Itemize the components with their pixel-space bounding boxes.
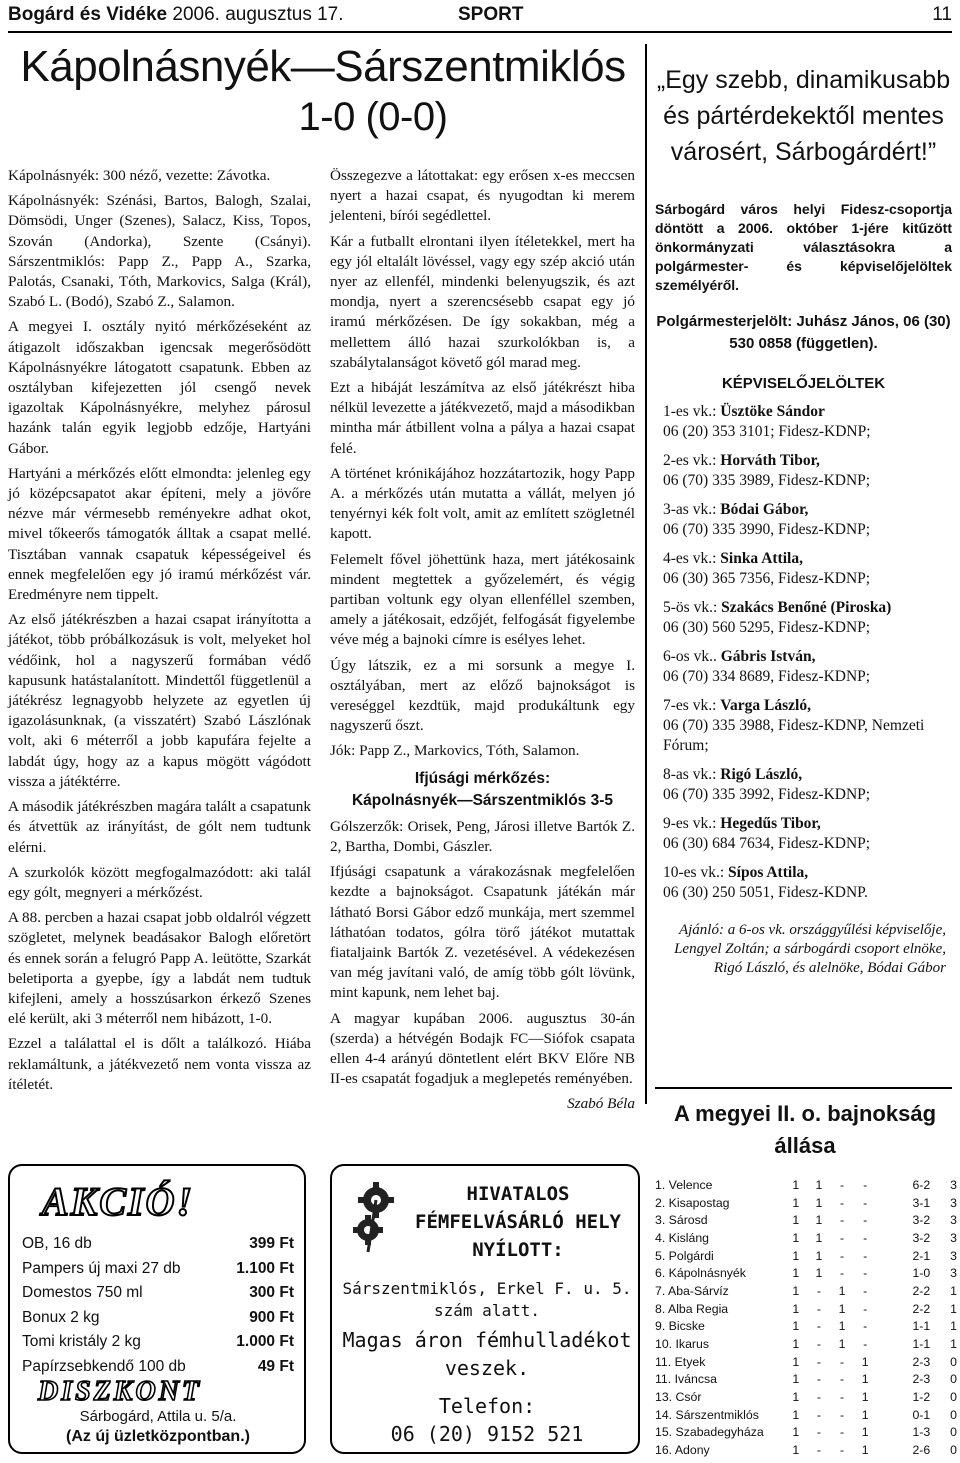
article-paragraph: Ifjúsági csapatunk a várakozásnak megfelelően kezdte a bajnokságot. Csapatunk játékán már látható Borsi Gábor edző munkája, mert szemmel láthatóan todatos, gólra törő játékot mutattak fiataljaink Bartók Z. vezetésével. A védekezésen van még javítani való, de amíg több gólt lövünk, mint kapunk, nem lehet baj. — [330, 863, 635, 1002]
league-cell: 1-3 — [912, 1425, 931, 1440]
candidate-info: 06 (70) 335 3990, Fidesz-KDNP; — [663, 521, 871, 538]
league-cell: 8. Alba Regia — [655, 1301, 729, 1316]
league-cell: 6. Kápolnásnyék — [655, 1266, 746, 1281]
league-cell: 1 — [838, 1301, 846, 1316]
league-cell: - — [816, 1337, 821, 1352]
league-cell: - — [863, 1195, 868, 1210]
candidate-info: 06 (30) 365 7356, Fidesz-KDNP; — [663, 570, 871, 587]
league-row — [655, 1406, 957, 1424]
candidate-info: 06 (30) 250 5051, Fidesz-KDNP. — [663, 884, 868, 901]
candidate-entry — [655, 402, 952, 442]
league-cell: 3 — [950, 1213, 958, 1228]
league-cell: - — [839, 1425, 845, 1440]
item-price: 900 Ft — [249, 1308, 294, 1326]
candidate-entry — [655, 598, 952, 638]
league-row — [655, 1247, 957, 1265]
league-row — [655, 1211, 957, 1229]
article-headline — [8, 44, 638, 138]
league-row — [655, 1300, 957, 1318]
candidate-name: Szakács Benőné (Piroska) — [721, 599, 892, 616]
page-header — [8, 2, 952, 28]
league-cell: 3-2 — [912, 1213, 931, 1228]
candidate-entry — [655, 500, 952, 540]
league-cell: - — [863, 1283, 868, 1298]
league-cell: 1 — [792, 1213, 800, 1228]
candidate-name: Sinka Attila, — [720, 550, 803, 567]
article-column-1 — [8, 166, 311, 1100]
candidate-district: 2-es vk.: — [663, 452, 717, 469]
league-cell: 0 — [950, 1390, 958, 1405]
candidate-info: 06 (70) 335 3989, Fidesz-KDNP; — [663, 472, 871, 489]
league-cell: 1 — [792, 1390, 800, 1405]
candidate-entry — [655, 814, 952, 854]
candidate-district: 7-es vk.: — [663, 697, 717, 714]
header-rule — [8, 31, 952, 33]
league-cell: 1 — [861, 1390, 869, 1405]
article-paragraph: A megyei I. osztály nyitó mérkőzéseként az átigazolt időszakban igencsak megerősödött Kápolnásnyékre látogatott csapatunk. Ebben az osztályban kifejezetten jól csengő nevek igazoltak Kápolnásnyékre, melyhez párosul hazánk talán egyik legjobb edzője, Hartyáni Gábor. — [8, 318, 311, 457]
phone-number: 06 (20) 9152 521 — [390, 1422, 584, 1446]
league-cell: 1 — [792, 1372, 800, 1387]
league-row — [655, 1176, 957, 1194]
league-cell: 1 — [861, 1407, 869, 1422]
league-cell: 1 — [815, 1266, 823, 1281]
league-cell: 3 — [950, 1195, 958, 1210]
price-item — [22, 1257, 294, 1282]
gear-icon — [346, 1178, 404, 1258]
league-cell: 7. Aba-Sárvíz — [655, 1283, 729, 1298]
league-cell: 0-1 — [912, 1407, 931, 1422]
league-cell: 2-1 — [912, 1248, 931, 1263]
league-cell: 1 — [815, 1230, 823, 1245]
league-cell: 1 — [950, 1319, 958, 1334]
article-author: Szabó Béla — [567, 1095, 635, 1113]
league-cell: 3 — [950, 1248, 958, 1263]
league-cell: 14. Sárszentmiklós — [655, 1407, 759, 1422]
league-cell: 2-3 — [912, 1372, 931, 1387]
article-paragraph: Az első játékrészben a hazai csapat irányította a játékot, több próbálkozásuk is volt, melyeket hol védőink, hol a nagyszerű formában védő kapusunk hatástalanított. Mindettől függetlenül a játékrész legnagyobb helyzete az egyetlen új igazolásunknak, (a visszatért) Szabó Lászlónak volt, aki 6 méterről a jobb kapufára fejelte a labdát úgy, hogy az a kapus mögött vágódott vissza a játéktérre. — [8, 611, 311, 790]
league-cell: 1 — [792, 1177, 800, 1192]
article-paragraph: Ezzel a találattal el is dőlt a találkozó. Hiába reklamáltunk, a játékvezető nem vonta vissza az ítéletét. — [8, 1035, 311, 1093]
candidate-district: 3-as vk.: — [663, 501, 717, 518]
league-cell: 5. Polgárdi — [655, 1248, 714, 1263]
league-cell: 4. Kisláng — [655, 1230, 710, 1245]
league-row — [655, 1371, 957, 1389]
mayor-candidate: Polgármesterjelölt: Juhász János, 06 (30) 530 0858 (független). — [656, 313, 951, 352]
league-cell: 15. Szabadegyháza — [655, 1425, 764, 1440]
league-cell: - — [863, 1248, 868, 1263]
league-row — [655, 1441, 957, 1459]
league-cell: 0 — [950, 1372, 958, 1387]
league-cell: 3-2 — [912, 1230, 931, 1245]
league-cell: 1 — [792, 1301, 800, 1316]
league-cell: 1 — [815, 1177, 823, 1192]
candidate-info: 06 (70) 335 3992, Fidesz-KDNP; — [663, 786, 871, 803]
candidate-entry — [655, 696, 952, 756]
league-cell: 0 — [950, 1443, 958, 1458]
candidate-district: 9-es vk.: — [663, 815, 717, 832]
league-cell: - — [839, 1390, 845, 1405]
price-item — [22, 1330, 294, 1355]
league-cell: 13. Csór — [655, 1390, 702, 1405]
candidate-info: 06 (70) 334 8689, Fidesz-KDNP; — [663, 668, 871, 685]
article-paragraph: Ezt a hibáját leszámítva az első játékrészt hiba nélkül levezette a játékvezető, majd a másodikban mintha már átbillent volna a pálya a hazai csapat felé. — [330, 379, 635, 457]
league-cell: - — [839, 1266, 845, 1281]
league-cell: - — [816, 1390, 821, 1405]
section-name: SPORT — [458, 4, 524, 25]
article-paragraph: Kár a futballt elrontani ilyen ítéletekkel, mert ha egy jól eltalált lövéssel, vagy egy szép akció után nyer az ellenfél, mindenki belenyugszik, és azt mondja, nyert a szerencsésebb csapat egy jó iramú mérkőzésen. De így sokakban, még a mellettem álló hazai szurkolókban is, a szabálytalanságot követő gól marad meg. — [330, 232, 635, 371]
candidate-info: 06 (30) 684 7634, Fidesz-KDNP; — [663, 835, 871, 852]
diszkont-logo: DISZKONT — [38, 1376, 203, 1407]
league-cell: 3. Sárosd — [655, 1213, 708, 1228]
headline-teams: Kápolnásnyék—Sárszentmiklós — [20, 42, 626, 91]
league-cell: 1 — [792, 1443, 800, 1458]
league-cell: 1 — [838, 1319, 846, 1334]
metal-buyer-offer: Magas áron fémhulladékot veszek. — [342, 1328, 632, 1380]
league-cell: 3 — [950, 1266, 958, 1281]
league-row — [655, 1318, 957, 1336]
candidate-name: Üsztöke Sándor — [720, 403, 825, 420]
league-cell: - — [863, 1230, 868, 1245]
league-cell: 1 — [838, 1283, 846, 1298]
league-cell: 1 — [815, 1213, 823, 1228]
article-paragraph: Hartyáni a mérkőzés előtt elmondta: jelenleg egy jó középcsapatot akar építeni, mely a jövőre nézve már vérmesebb reményekre adhat okot, mivel tőkeerős támogatók álltak a csapat mellé. Tisztában vannak csapatuk képességeivel és ennek megfelelően egy jó iramú mérkőzést vár. Eredményre nem tippelt. — [8, 464, 311, 604]
league-cell: 3 — [950, 1230, 958, 1245]
candidate-name: Varga László, — [720, 697, 811, 714]
league-cell: 9. Bicske — [655, 1319, 705, 1334]
league-cell: 1-0 — [912, 1266, 931, 1281]
league-cell: 0 — [950, 1425, 958, 1440]
article-paragraph: A 88. percben a hazai csapat jobb oldalról végzett szögletet, melynek beadásakor Balogh előretört és ennek során a felugró Papp A. leütötte, Szarkát beletiporta a gyepbe, így a labdát nem tudtuk kifejleni, amely a hosszúsarkon érkező Szenes elé került, aki 3 méterről nem hibázott, 1-0. — [8, 909, 311, 1028]
league-cell: - — [839, 1213, 845, 1228]
league-cell: - — [839, 1354, 845, 1369]
price-item — [22, 1232, 294, 1257]
metal-buyer-phone — [340, 1392, 634, 1448]
article-paragraph: Kápolnásnyék: 300 néző, vezette: Závotka. — [8, 167, 271, 184]
league-cell: - — [863, 1301, 868, 1316]
candidate-name: Hegedűs Tibor, — [720, 815, 821, 832]
league-cell: 11. Iváncsa — [655, 1372, 717, 1387]
item-name: Domestos 750 ml — [22, 1284, 143, 1302]
league-title: A megyei II. o. bajnokság állása — [673, 1101, 937, 1158]
league-cell: - — [816, 1443, 821, 1458]
campaign-column — [655, 44, 952, 978]
campaign-recommend: Ajánló: a 6-os vk. országgyűlési képviselője, Lengyel Zoltán; a sárbogárdi csoport elnöke, Rigó László, és alelnöke, Bódai Gábor — [674, 922, 946, 976]
league-cell: 2-3 — [912, 1354, 931, 1369]
item-name: Papírzsebkendő 100 db — [22, 1357, 186, 1375]
candidate-name: Horváth Tibor, — [720, 452, 820, 469]
item-price: 1.100 Ft — [236, 1259, 294, 1277]
article-paragraph: A szurkolók között megfogalmazódott: aki talál egy gólt, megnyeri a mérkőzést. — [8, 863, 311, 901]
league-row — [655, 1264, 957, 1282]
league-cell: 10. Ikarus — [655, 1337, 709, 1352]
candidate-info: 06 (30) 560 5295, Fidesz-KDNP; — [663, 619, 871, 636]
issue-date: 2006. augusztus 17. — [172, 4, 344, 25]
league-cell: - — [816, 1301, 821, 1316]
league-cell: - — [863, 1177, 868, 1192]
league-cell: - — [863, 1213, 868, 1228]
article-paragraph: Felemelt fővel jöhettünk haza, mert játékosaink mindent megtettek a győzelemért, és végig partiban voltunk egy olyan ellenféllel szemben, amely a játékosait, edzőjét, felfogását figyelembe véve még a bajnoki címre is esélyes lehet. — [330, 550, 635, 649]
league-cell: 11. Etyek — [655, 1354, 706, 1369]
item-name: OB, 16 db — [22, 1235, 92, 1253]
item-name: Tomi kristály 2 kg — [22, 1333, 141, 1351]
candidate-district: 1-es vk.: — [663, 403, 717, 420]
candidate-district: 10-es vk.: — [663, 864, 725, 881]
league-cell: 1 — [950, 1283, 958, 1298]
league-cell: - — [863, 1337, 868, 1352]
league-cell: 2-2 — [912, 1301, 931, 1316]
price-item — [22, 1306, 294, 1331]
league-cell: - — [863, 1319, 868, 1334]
price-item — [22, 1281, 294, 1306]
league-cell: - — [816, 1425, 821, 1440]
youth-title-line-2: Kápolnásnyék—Sárszentmiklós 3-5 — [351, 791, 614, 809]
league-cell: 2. Kisapostag — [655, 1195, 730, 1210]
akcio-title: AKCIÓ! — [42, 1179, 195, 1224]
league-cell: 1 — [792, 1230, 800, 1245]
shop-address: Sárbogárd, Attila u. 5/a. — [79, 1408, 237, 1425]
league-cell: - — [839, 1177, 845, 1192]
akcio-price-list — [22, 1232, 294, 1379]
article-paragraph: A magyar kupában 2006. augusztus 30-án (szerda) a hétvégén Bodajk FC—Siófok csapata ellen 4-4 arányú döntetlent elért BKV Előre NB II-es csapatát fogadjuk a meglepetés reményében. — [330, 1009, 635, 1088]
metal-buyer-address: Sárszentmiklós, Erkel F. u. 5. szám alatt. — [342, 1279, 632, 1320]
candidate-name: Rigó László, — [720, 766, 803, 783]
youth-title-line-1: Ifjúsági mérkőzés: — [414, 769, 551, 787]
article-paragraph: Jók: Papp Z., Markovics, Tóth, Salamon. — [330, 742, 580, 760]
league-cell: - — [816, 1283, 821, 1298]
candidate-district: 5-ös vk.: — [663, 599, 718, 616]
akcio-ad — [8, 1164, 306, 1454]
league-table — [655, 1176, 957, 1459]
league-cell: 1-2 — [912, 1390, 931, 1405]
league-cell: 1 — [861, 1372, 869, 1387]
item-price: 1.000 Ft — [236, 1333, 294, 1351]
item-price: 49 Ft — [257, 1357, 294, 1375]
page-number: 11 — [932, 4, 952, 25]
candidate-name: Gábris István, — [720, 648, 816, 665]
item-price: 399 Ft — [249, 1235, 294, 1253]
candidate-name: Sípos Attila, — [728, 864, 809, 881]
metal-buyer-title: HIVATALOS FÉMFELVÁSÁRLÓ HELY NYÍLOTT: — [415, 1183, 621, 1261]
league-cell: 1 — [792, 1283, 800, 1298]
league-row — [655, 1335, 957, 1353]
league-cell: 1 — [792, 1337, 800, 1352]
league-cell: - — [839, 1407, 845, 1422]
league-cell: 1 — [792, 1407, 800, 1422]
headline-score: 1-0 (0-0) — [298, 95, 448, 140]
article-paragraph: Gólszerzők: Orisek, Peng, Járosi illetve Bartók Z. 2, Bartha, Dombi, Gászler. — [330, 817, 635, 855]
league-cell: 1 — [861, 1425, 869, 1440]
league-cell: 1 — [792, 1319, 800, 1334]
league-cell: 1 — [861, 1443, 869, 1458]
phone-label: Telefon: — [438, 1394, 536, 1418]
candidate-entry — [655, 451, 952, 491]
league-cell: 1 — [792, 1195, 800, 1210]
league-row — [655, 1424, 957, 1442]
candidates-list — [655, 402, 952, 903]
metal-buyer-ad — [330, 1164, 640, 1454]
candidate-entry — [655, 647, 952, 687]
league-cell: 1 — [950, 1337, 958, 1352]
campaign-intro: Sárbogárd város helyi Fidesz-csoportja döntött a 2006. október 1-jére kitűzött önkormányzati választásokra a polgármester- és képviselőjelöltek személyéről. — [655, 201, 952, 293]
league-row — [655, 1282, 957, 1300]
league-cell: - — [839, 1248, 845, 1263]
league-cell: - — [839, 1443, 845, 1458]
item-name: Bonux 2 kg — [22, 1308, 100, 1326]
league-cell: 2-6 — [912, 1443, 931, 1458]
candidate-district: 4-es vk.: — [663, 550, 717, 567]
league-cell: 1. Velence — [655, 1177, 713, 1192]
campaign-slogan: „Egy szebb, dinamikusabb és pártérdekektől mentes városért, Sárbogárdért!” — [656, 66, 951, 166]
league-cell: - — [839, 1372, 845, 1387]
league-row — [655, 1388, 957, 1406]
league-cell: 1 — [792, 1354, 800, 1369]
item-price: 300 Ft — [249, 1284, 294, 1302]
league-row — [655, 1194, 957, 1212]
league-row — [655, 1229, 957, 1247]
header-paper-date — [8, 4, 344, 26]
youth-match-title — [330, 768, 635, 812]
league-cell: 1 — [815, 1195, 823, 1210]
article-paragraph: Összegezve a látottakat: egy erősen x-es meccsen nyert a hazai csapat, és nyugodtan ki merem jelenteni, bírói segédlettel. — [330, 167, 635, 225]
league-cell: - — [839, 1230, 845, 1245]
league-cell: 1 — [792, 1425, 800, 1440]
league-cell: 1 — [815, 1248, 823, 1263]
paper-name: Bogárd és Vidéke — [8, 4, 168, 25]
league-cell: - — [863, 1266, 868, 1281]
league-cell: 2-2 — [912, 1283, 931, 1298]
league-cell: - — [816, 1319, 821, 1334]
shop-note: (Az új üzletközpontban.) — [66, 1428, 250, 1445]
article-paragraph: Kápolnásnyék: Szénási, Bartos, Balogh, Szalai, Dömsödi, Unger (Szenes), Salacz, Kiss, Topos, Szován (Andorka), Szente (Csányi). Sárszentmiklós: Papp Z., Papp A., Szarka, Palotás, Csanaki, Tóth, Markovics, Salga (Král), Szabó L. (Bodó), Szabó Z., Salamon. — [8, 192, 311, 311]
league-cell: 1-1 — [912, 1319, 931, 1334]
league-cell: 16. Adony — [655, 1443, 710, 1458]
item-name: Pampers új maxi 27 db — [22, 1259, 181, 1277]
league-cell: - — [839, 1195, 845, 1210]
league-cell: 1 — [950, 1301, 958, 1316]
candidate-district: 6-os vk.. — [663, 648, 717, 665]
league-row — [655, 1353, 957, 1371]
candidate-name: Bódai Gábor, — [720, 501, 809, 518]
league-cell: 1 — [838, 1337, 846, 1352]
candidate-info: 06 (70) 335 3988, Fidesz-KDNP, Nemzeti Fórum; — [663, 717, 925, 754]
league-cell: 3-1 — [912, 1195, 931, 1210]
league-cell: 6-2 — [912, 1177, 931, 1192]
league-cell: - — [816, 1372, 821, 1387]
candidate-entry — [655, 863, 952, 903]
league-divider — [655, 1087, 952, 1089]
league-cell: 1-1 — [912, 1337, 931, 1352]
league-cell: 1 — [792, 1266, 800, 1281]
article-paragraph: Úgy látszik, ez a mi sorsunk a megye I. osztályában, mert az előző bajnokságot is vereséggel kezdtük, majd produkáltunk egy nagyszerű őszt. — [330, 656, 635, 735]
candidates-heading: KÉPVISELŐJELÖLTEK — [721, 375, 886, 392]
league-cell: - — [816, 1407, 821, 1422]
article-paragraph: A második játékrészben magára talált a csapatunk és átvettük az irányítást, de gólt nem tudtunk elérni. — [8, 798, 311, 856]
candidate-entry — [655, 765, 952, 805]
league-cell: 0 — [950, 1354, 958, 1369]
column-divider — [645, 44, 647, 1104]
league-cell: 1 — [861, 1354, 869, 1369]
candidate-info: 06 (20) 353 3101; Fidesz-KDNP; — [663, 423, 871, 440]
candidate-entry — [655, 549, 952, 589]
league-cell: - — [816, 1354, 821, 1369]
league-cell: 3 — [950, 1177, 958, 1192]
league-cell: 0 — [950, 1407, 958, 1422]
article-paragraph: A történet krónikájához hozzátartozik, hogy Papp A. a mérkőzés után mutatta a vállát, melyen jó tenyérnyi kék folt volt, amit az említett szögletnél kapott. — [330, 464, 635, 543]
league-cell: 1 — [792, 1248, 800, 1263]
candidate-district: 8-as vk.: — [663, 766, 717, 783]
article-column-2 — [330, 166, 635, 1120]
